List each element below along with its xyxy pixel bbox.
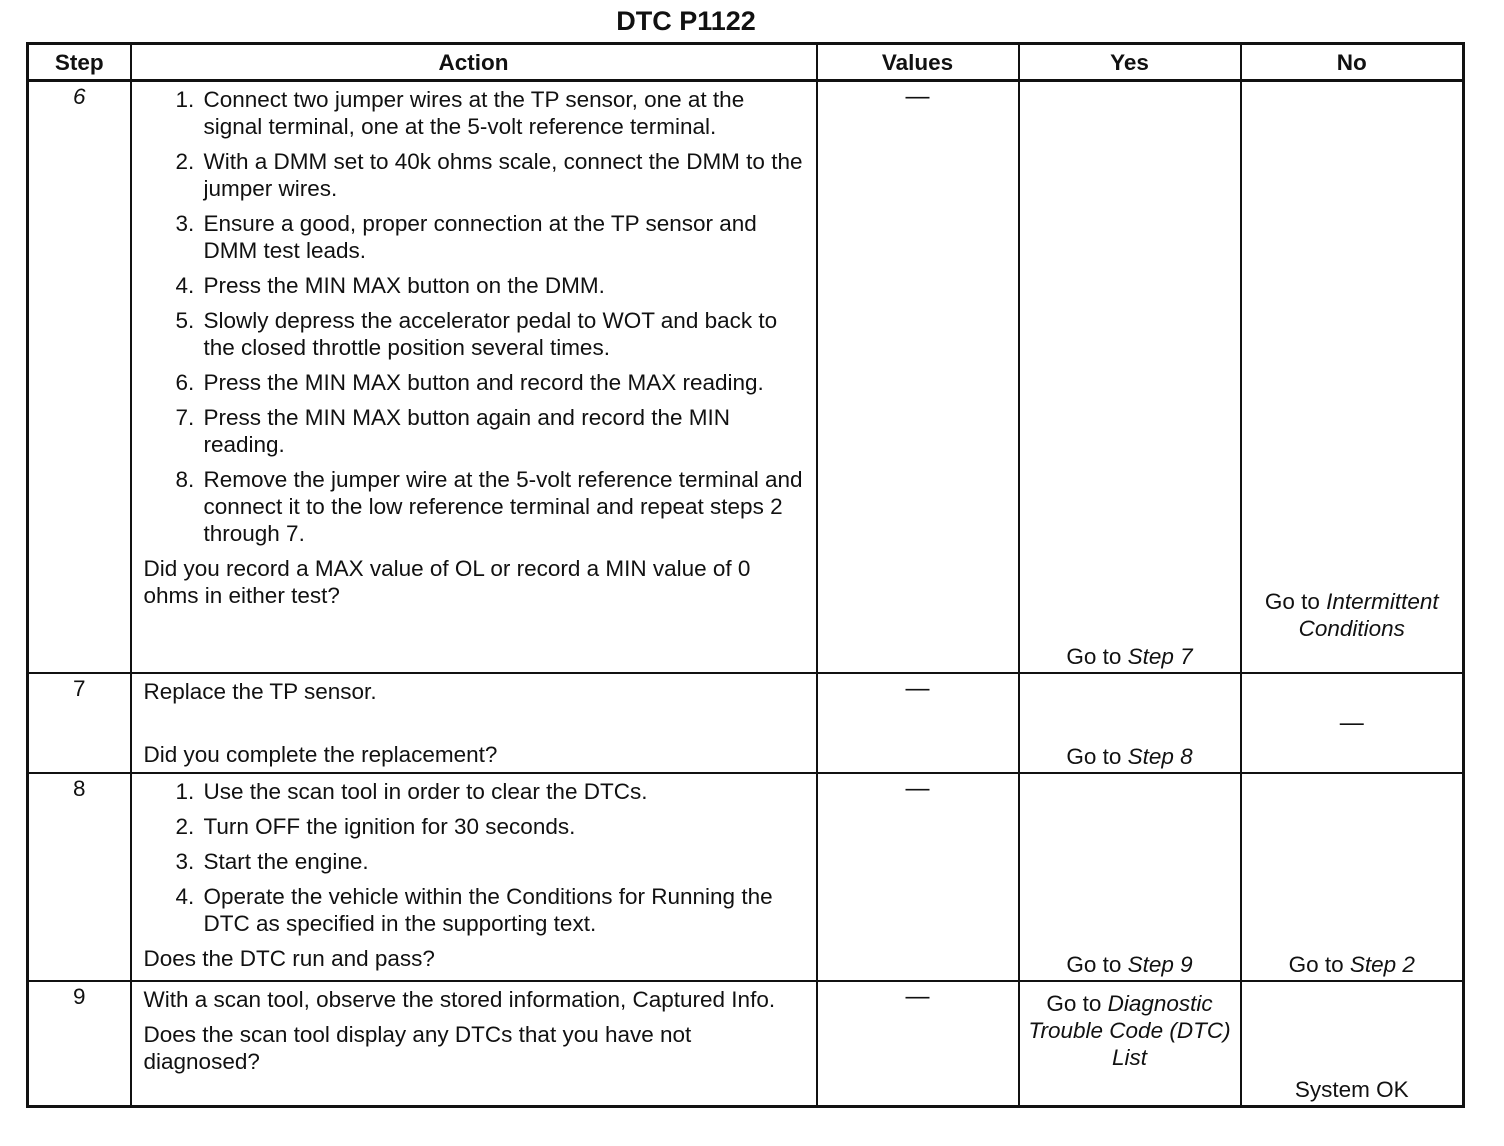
action-step: 5. Slowly depress the accelerator pedal to WOT and back to the closed throttle position several times. (201, 307, 806, 361)
no-cell (1241, 981, 1464, 1107)
action-step: 7. Press the MIN MAX button again and record the MIN reading. (201, 404, 806, 458)
no-target: Intermittent Conditions (1298, 588, 1439, 641)
action-cell (131, 981, 817, 1107)
table-row (28, 981, 1464, 1107)
header-yes: Yes (1019, 44, 1241, 81)
action-cell (131, 81, 817, 673)
header-action: Action (131, 44, 817, 81)
no-link[interactable] (1242, 588, 1463, 642)
action-step: 1. Use the scan tool in order to clear the DTCs. (201, 778, 806, 805)
action-step: 2. With a DMM set to 40k ohms scale, connect the DMM to the jumper wires. (201, 148, 806, 202)
diagnostic-table (26, 42, 1465, 1108)
step-number: 8 (28, 773, 131, 981)
action-step: 3. Start the engine. (201, 848, 806, 875)
action-instruction: Replace the TP sensor. (143, 678, 377, 704)
action-question: Does the scan tool display any DTCs that you have not diagnosed? (143, 1021, 692, 1074)
action-step: 8. Remove the jumper wire at the 5-volt reference terminal and connect it to the low reference terminal and repeat steps 2 through 7. (201, 466, 806, 547)
action-question: Does the DTC run and pass? (143, 945, 435, 971)
no-prefix: Go to (1288, 951, 1350, 977)
action-question: Did you record a MAX value of OL or record a MIN value of 0 ohms in either test? (143, 556, 751, 608)
no-cell (1241, 673, 1464, 773)
action-step: 2. Turn OFF the ignition for 30 seconds. (201, 813, 806, 840)
yes-prefix: Go to (1046, 990, 1108, 1016)
yes-target: Step 7 (1127, 643, 1193, 669)
action-steps (144, 778, 806, 937)
action-instruction: With a scan tool, observe the stored information, Captured Info. (143, 986, 776, 1012)
yes-cell (1019, 81, 1241, 673)
table-row (28, 81, 1464, 673)
page-title: DTC P1122 (616, 6, 756, 36)
values-cell: — (817, 81, 1019, 673)
header-no: No (1241, 44, 1464, 81)
step-number: 9 (28, 981, 131, 1107)
header-values: Values (817, 44, 1019, 81)
no-cell (1241, 773, 1464, 981)
step-number: 7 (28, 673, 131, 773)
yes-target: Step 8 (1127, 743, 1193, 769)
values-cell: — (817, 773, 1019, 981)
no-value: — (1339, 709, 1364, 736)
yes-target: Step 9 (1127, 951, 1193, 977)
yes-link[interactable] (1020, 743, 1240, 770)
action-step: 4. Press the MIN MAX button on the DMM. (201, 272, 806, 299)
no-link[interactable] (1242, 951, 1463, 978)
action-question: Did you complete the replacement? (143, 741, 498, 767)
action-step: 3. Ensure a good, proper connection at the TP sensor and DMM test leads. (201, 210, 806, 264)
no-cell (1241, 81, 1464, 673)
yes-cell (1019, 673, 1241, 773)
table-row (28, 773, 1464, 981)
action-steps (144, 86, 806, 547)
action-step: 4. Operate the vehicle within the Conditions for Running the DTC as specified in the supporting text. (201, 883, 806, 937)
yes-prefix: Go to (1066, 643, 1128, 669)
values-cell: — (817, 673, 1019, 773)
action-cell (131, 773, 817, 981)
yes-prefix: Go to (1066, 743, 1128, 769)
no-prefix: Go to (1264, 588, 1327, 614)
header-step: Step (28, 44, 131, 81)
no-target: Step 2 (1349, 951, 1415, 977)
values-cell: — (817, 981, 1019, 1107)
yes-cell (1019, 773, 1241, 981)
yes-link[interactable] (1020, 990, 1240, 1071)
yes-cell (1019, 981, 1241, 1107)
action-cell (131, 673, 817, 773)
yes-target: Diagnostic Trouble Code (DTC) List (1028, 990, 1231, 1070)
yes-link[interactable] (1020, 951, 1240, 978)
yes-prefix: Go to (1066, 951, 1128, 977)
no-value: System OK (1294, 1077, 1409, 1102)
yes-link[interactable] (1020, 643, 1240, 670)
action-step: 6. Press the MIN MAX button and record the MAX reading. (201, 369, 806, 396)
table-header-row (28, 44, 1464, 81)
step-number: 6 (28, 81, 131, 673)
table-row (28, 673, 1464, 773)
action-step: 1. Connect two jumper wires at the TP sensor, one at the signal terminal, one at the 5-volt reference terminal. (201, 86, 806, 140)
